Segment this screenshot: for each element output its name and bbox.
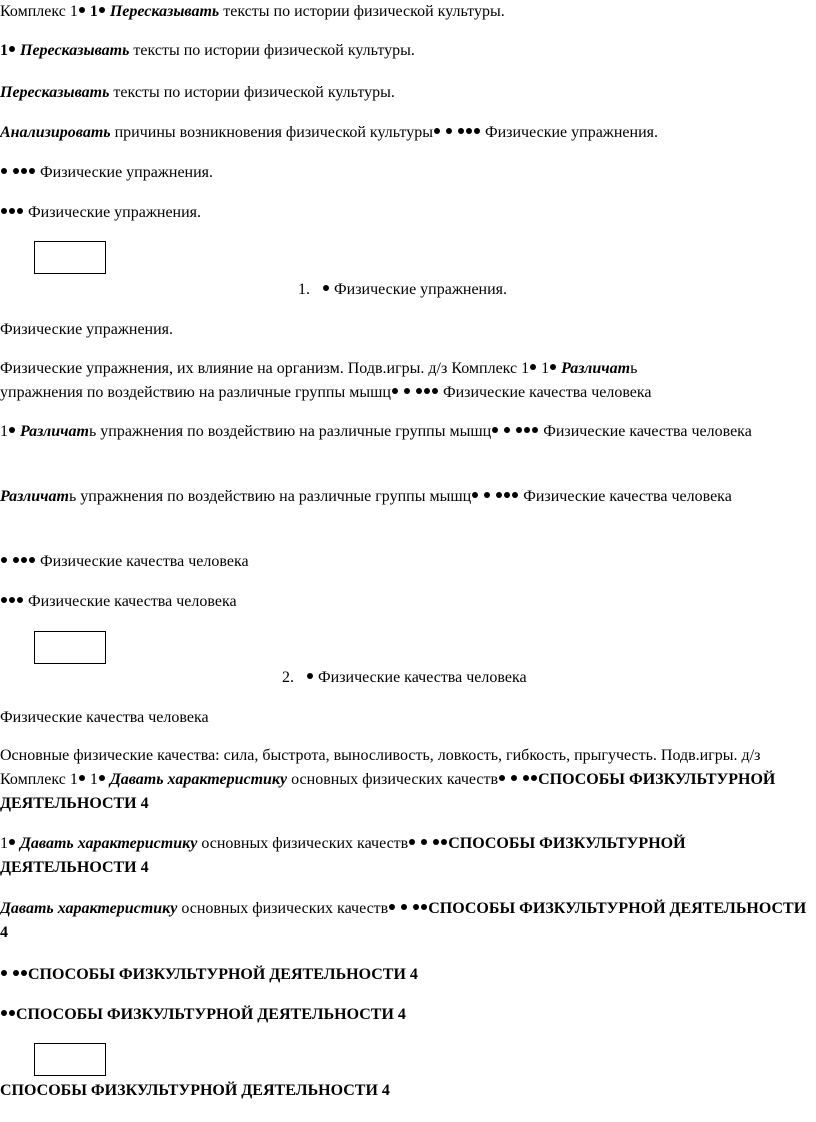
line-1: [0, 0, 812, 24]
line-9: [0, 590, 812, 614]
paragraph-6-verb: Давать характеристику: [0, 900, 178, 917]
line-8-text-e: Физические качества человека: [36, 553, 249, 570]
paragraph-3-verb: Различат: [0, 488, 69, 505]
bullet-group-icon: [510, 768, 538, 792]
paragraph-1-verb: Различат: [561, 360, 631, 377]
paragraph-2-verb-end: ь: [88, 423, 97, 440]
numbered-heading-2: [282, 666, 812, 690]
paragraph-1: [0, 357, 812, 405]
bullet-icon: [389, 904, 395, 910]
heading-number: 2.: [282, 669, 294, 686]
paragraph-1-text-a: Физические упражнения, их влияние на организм. Подв.игры. д/з Комплекс 1: [0, 360, 530, 377]
line-12-text-e: СПОСОБЫ ФИЗКУЛЬТУРНОЙ ДЕЯТЕЛЬНОСТИ 4: [16, 1006, 406, 1023]
line-6: [0, 201, 812, 225]
paragraph-1-text-e: Физические качества человека: [438, 384, 652, 401]
paragraph-3-text-d: упражнения по воздействию на различные группы мышц: [76, 488, 472, 505]
bullet-icon: [392, 388, 398, 394]
paragraph-2-text-d: упражнения по воздействию на различные группы мышц: [96, 423, 492, 440]
bullet-icon: [434, 128, 440, 134]
line-6-text-e: Физические упражнения.: [24, 204, 202, 221]
line-5: [0, 161, 812, 185]
paragraph-5-text-a: 1: [0, 835, 8, 852]
bullet-group-icon: [0, 590, 24, 614]
empty-box: [34, 631, 106, 664]
paragraph-3: [0, 485, 812, 509]
line-1-text-d: тексты по истории физической культуры.: [219, 3, 505, 20]
bullet-icon: [409, 839, 415, 845]
paragraph-6: [0, 897, 812, 945]
line-1-verb: Пересказывать: [109, 3, 220, 20]
line-2-verb: Пересказывать: [20, 42, 130, 59]
line-4-text-e: Физические упражнения.: [480, 124, 659, 141]
bullet-group-icon: [445, 121, 481, 145]
bullet-group-icon: [0, 161, 36, 185]
line-9-text-e: Физические качества человека: [24, 593, 237, 610]
paragraph-3-verb-end: ь: [68, 488, 77, 505]
paragraph-5-verb: Давать характеристику: [20, 835, 198, 852]
line-11: [0, 963, 812, 987]
line-3-verb: Пересказывать: [0, 84, 110, 101]
line-4: [0, 121, 812, 145]
paragraph-1-text-b: 1: [537, 360, 550, 377]
bullet-icon: [550, 364, 556, 370]
bullet-icon: [9, 427, 15, 433]
paragraph-5: [0, 832, 812, 880]
paragraph-5-text-e: СПОСОБЫ ФИЗКУЛЬТУРНОЙ ДЕЯТЕЛЬНОСТИ 4: [0, 835, 686, 876]
bullet-group-icon: [0, 550, 36, 574]
line-10: Физические качества человека: [0, 709, 209, 726]
bullet-group-icon: [0, 1003, 16, 1027]
heading-text: Физические упражнения.: [330, 281, 508, 298]
paragraph-2: [0, 420, 812, 444]
bullet-group-icon: [400, 897, 428, 921]
bullet-icon: [9, 839, 15, 845]
paragraph-4-text-b: 1: [85, 771, 98, 788]
line-1-text-a: Комплекс 1: [0, 3, 78, 20]
paragraph-3-text-e: Физические качества человека: [519, 488, 732, 505]
line-3: [0, 81, 812, 105]
bullet-icon: [99, 775, 105, 781]
line-11-text-e: СПОСОБЫ ФИЗКУЛЬТУРНОЙ ДЕЯТЕЛЬНОСТИ 4: [28, 966, 418, 983]
bullet-group-icon: [0, 201, 24, 225]
heading-number: 1.: [298, 281, 310, 298]
line-2: [0, 39, 812, 63]
line-4-text-d: причины возникновения физической культуры: [110, 124, 433, 141]
bullet-icon: [530, 364, 536, 370]
empty-box: [34, 241, 106, 274]
bullet-icon: [499, 775, 505, 781]
line-3-text-d: тексты по истории физической культуры.: [109, 84, 395, 101]
bullet-icon: [79, 775, 85, 781]
bullet-group-icon: [0, 963, 28, 987]
bullet-icon: [79, 7, 85, 13]
paragraph-5-text-d: основных физических качеств: [197, 835, 409, 852]
paragraph-6-text-e: СПОСОБЫ ФИЗКУЛЬТУРНОЙ ДЕЯТЕЛЬНОСТИ 4: [0, 900, 807, 941]
line-1-text-b: 1: [85, 3, 98, 20]
line-7: Физические упражнения.: [0, 321, 174, 338]
bullet-icon: [9, 46, 15, 52]
bullet-group-icon: [483, 485, 519, 509]
paragraph-4-text-e: СПОСОБЫ ФИЗКУЛЬТУРНОЙ ДЕЯТЕЛЬНОСТИ 4: [0, 771, 776, 812]
bullet-icon: [99, 7, 105, 13]
line-12: [0, 1003, 812, 1027]
bullet-group-icon: [420, 832, 448, 856]
empty-box: [34, 1043, 106, 1076]
bullet-group-icon: [503, 420, 539, 444]
paragraph-6-text-d: основных физических качеств: [177, 900, 389, 917]
line-2-text-a: 1: [0, 42, 8, 59]
line-5-text-e: Физические упражнения.: [36, 164, 214, 181]
paragraph-1-text-d: упражнения по воздействию на различные группы мышц: [0, 384, 391, 401]
line-13: СПОСОБЫ ФИЗКУЛЬТУРНОЙ ДЕЯТЕЛЬНОСТИ 4: [0, 1082, 390, 1099]
paragraph-2-text-a: 1: [0, 423, 8, 440]
paragraph-4-text-a: Основные физические качества: сила, быстрота, выносливость, ловкость, гибкость, прыгучесть. Подв.игры. д/з Комплекс 1: [0, 747, 761, 788]
bullet-group-icon: [403, 381, 439, 405]
paragraph-1-verb-end: ь: [630, 360, 638, 377]
paragraph-4: [0, 744, 776, 816]
bullet-icon: [307, 673, 313, 679]
line-4-verb: Анализировать: [0, 124, 111, 141]
bullet-icon: [323, 285, 329, 291]
numbered-heading-1: [298, 278, 812, 302]
heading-text: Физические качества человека: [314, 669, 527, 686]
bullet-icon: [492, 427, 498, 433]
paragraph-2-verb: Различат: [20, 423, 89, 440]
paragraph-4-verb: Давать характеристику: [109, 771, 288, 788]
line-8: [0, 550, 812, 574]
line-2-text-d: тексты по истории физической культуры.: [129, 42, 415, 59]
paragraph-4-text-d: основных физических качеств: [287, 771, 499, 788]
paragraph-2-text-e: Физические качества человека: [539, 423, 752, 440]
bullet-icon: [472, 492, 478, 498]
